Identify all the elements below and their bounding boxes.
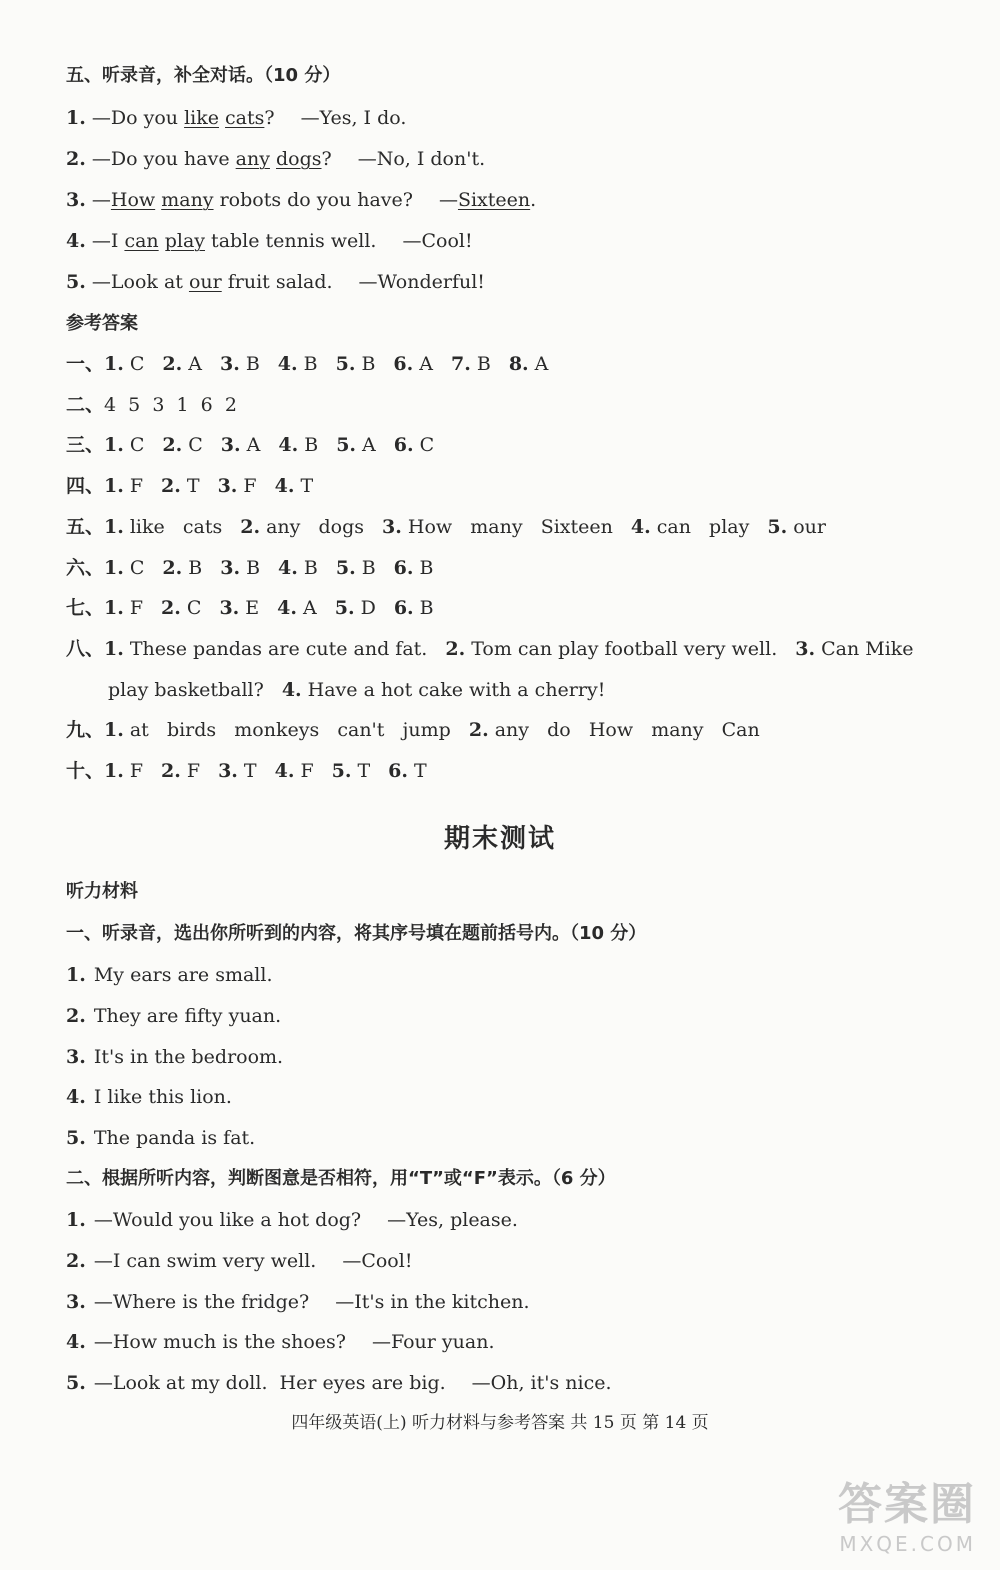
answer-value: Can Mike xyxy=(821,638,914,660)
answer-number: 2. xyxy=(161,475,181,497)
item-text: It's in the bedroom. xyxy=(93,1046,284,1068)
dialogue-reply: —Four yuan. xyxy=(371,1331,495,1353)
answer-row xyxy=(66,474,331,498)
answer-value: T xyxy=(300,475,314,497)
answer-value: T xyxy=(186,475,200,497)
answer-value: T xyxy=(414,760,427,782)
answer-number: 7. xyxy=(451,353,471,375)
item-number: 4. xyxy=(66,1086,86,1108)
answer-value: A xyxy=(303,597,317,619)
item-number: 5. xyxy=(66,1372,86,1394)
answer-number: 3. xyxy=(382,516,402,538)
section-heading: 五、听录音，补全对话。（10 分） xyxy=(66,65,341,86)
answer-value: B xyxy=(361,353,376,375)
answer-number: 6. xyxy=(393,557,414,579)
answer-row xyxy=(66,393,237,417)
answer-number: 4. xyxy=(277,353,298,375)
answer-number: 1. xyxy=(104,353,124,375)
dialogue-line xyxy=(66,1371,612,1395)
listening-item xyxy=(66,1126,255,1150)
dialogue-question: —How much is the shoes? xyxy=(93,1331,346,1353)
answer-value: B xyxy=(303,353,318,375)
answer-number: 3. xyxy=(795,638,816,660)
answer-row-label: 一、 xyxy=(66,353,105,375)
answer-value: B xyxy=(419,557,434,579)
answer-value: F xyxy=(186,760,201,782)
answer-value: D xyxy=(360,597,376,619)
listening-item xyxy=(66,963,273,987)
answer-value: A xyxy=(419,353,433,375)
answer-value: Have a hot cake with a cherry! xyxy=(307,679,606,701)
answer-row xyxy=(66,759,445,783)
answer-value: C xyxy=(188,434,203,456)
answer-number: 3. xyxy=(220,557,241,579)
answer-value: B xyxy=(361,557,376,579)
answer-row xyxy=(66,433,452,457)
answer-value: B xyxy=(419,597,434,619)
answer-value: F xyxy=(243,475,257,497)
answer-value: C xyxy=(129,557,145,579)
dialogue-reply: —Oh, it's nice. xyxy=(471,1372,612,1394)
answers-heading: 参考答案 xyxy=(66,313,138,334)
answer-row-label: 四、 xyxy=(66,475,105,497)
answer-row-label: 十、 xyxy=(66,760,105,782)
answer-number: 5. xyxy=(336,434,357,456)
answer-value: B xyxy=(303,557,318,579)
answer-value: A xyxy=(246,434,261,456)
answer-row xyxy=(66,596,452,620)
dialogue-line xyxy=(66,1330,495,1354)
answer-value: B xyxy=(304,434,319,456)
listening-item xyxy=(66,1004,281,1028)
answer-number: 2. xyxy=(161,597,181,619)
answer-value: A xyxy=(188,353,202,375)
dialogue-question: —Would you like a hot dog? xyxy=(93,1209,362,1231)
answer-number: 2. xyxy=(161,760,181,782)
answer-number: 6. xyxy=(393,434,414,456)
answer-number: 6. xyxy=(393,597,414,619)
answer-number: 2. xyxy=(468,719,489,741)
answer-number: 5. xyxy=(335,353,356,375)
watermark-url: MXQE.COM xyxy=(839,1532,976,1556)
listening-heading: 听力材料 xyxy=(66,881,138,902)
answer-number: 2. xyxy=(445,638,466,660)
answer-number: 8. xyxy=(508,353,529,375)
listening-item xyxy=(66,1045,283,1069)
answer-number: 1. xyxy=(104,719,124,741)
answer-value: any do How many Can xyxy=(494,719,760,741)
answer-row xyxy=(66,718,778,742)
listening-item xyxy=(66,1085,232,1109)
answer-value: F xyxy=(129,760,144,782)
answer-number: 1. xyxy=(104,760,124,782)
part2-heading: 二、根据所听内容，判断图意是否相符，用“T”或“F”表示。（6 分） xyxy=(66,1168,616,1189)
answer-number: 1. xyxy=(104,597,124,619)
answer-value: A xyxy=(534,353,549,375)
dialogue-line: 3. —How many robots do you have? —Sixteen. xyxy=(66,189,537,211)
dialogue-question: —I can swim very well. xyxy=(93,1250,317,1272)
page-title: 期末测试 xyxy=(443,824,556,854)
dialogue-line: 1. —Do you like cats? —Yes, I do. xyxy=(66,107,407,129)
answer-number: 5. xyxy=(334,597,355,619)
item-number: 3. xyxy=(66,1046,86,1068)
answer-number: 3. xyxy=(219,597,240,619)
answer-value: B xyxy=(476,353,491,375)
answer-row xyxy=(66,556,451,580)
answer-number: 2. xyxy=(162,353,183,375)
answer-value: Tom can play football very well. xyxy=(471,638,778,660)
item-number: 5. xyxy=(66,1127,86,1149)
answer-row xyxy=(108,678,623,702)
answer-number: 1. xyxy=(104,434,124,456)
answer-number: 3. xyxy=(218,760,238,782)
dialogue-reply: —Yes, please. xyxy=(387,1209,518,1231)
page-footer: 四年级英语(上) 听力材料与参考答案 共 15 页 第 14 页 xyxy=(291,1413,709,1433)
answer-number: 4. xyxy=(278,434,299,456)
answer-value: F xyxy=(129,597,144,619)
answer-value: B xyxy=(246,557,261,579)
answer-row-label: 八、 xyxy=(66,638,105,660)
answer-number: 2. xyxy=(162,557,183,579)
answer-value: C xyxy=(129,353,145,375)
answer-number: 4. xyxy=(281,679,302,701)
answer-row-label: 二、 xyxy=(66,394,105,416)
answer-row xyxy=(66,637,932,661)
answer-number: 5. xyxy=(335,557,356,579)
answer-value: can play xyxy=(656,516,750,538)
answer-value: C xyxy=(129,434,145,456)
part1-heading: 一、听录音，选出你所听到的内容，将其序号填在题前括号内。（10 分） xyxy=(66,923,647,944)
answer-number: 6. xyxy=(388,760,409,782)
answer-value: E xyxy=(245,597,260,619)
dialogue-question: —Look at my doll. Her eyes are big. xyxy=(93,1372,446,1394)
dialogue-line: 5. —Look at our fruit salad. —Wonderful! xyxy=(66,271,485,293)
answer-number: 4. xyxy=(277,597,297,619)
dialogue-question: —Where is the fridge? xyxy=(93,1291,310,1313)
answer-row xyxy=(66,352,566,376)
answer-number: 4. xyxy=(630,516,651,538)
dialogue-line xyxy=(66,1208,518,1232)
answer-number: 2. xyxy=(162,434,183,456)
answer-value: F xyxy=(129,475,144,497)
dialogue-line xyxy=(66,1290,530,1314)
answer-row-label: 九、 xyxy=(66,719,105,741)
answer-number: 1. xyxy=(104,638,124,660)
answer-number: 3. xyxy=(217,475,238,497)
dialogue-reply: —Cool! xyxy=(342,1250,413,1272)
answer-value: B xyxy=(188,557,203,579)
answer-value: How many Sixteen xyxy=(407,516,613,538)
item-number: 4. xyxy=(66,1331,86,1353)
item-text: I like this lion. xyxy=(93,1086,232,1108)
answer-value: B xyxy=(245,353,260,375)
dialogue-line: 2. —Do you have any dogs? —No, I don't. xyxy=(66,148,486,170)
answer-number: 1. xyxy=(104,557,124,579)
dialogue-line xyxy=(66,1249,412,1273)
item-text: My ears are small. xyxy=(93,964,273,986)
answer-number: 4. xyxy=(274,475,295,497)
answer-row-label: 五、 xyxy=(66,516,105,538)
answer-value: F xyxy=(300,760,314,782)
item-number: 3. xyxy=(66,1291,86,1313)
answer-number: 2. xyxy=(240,516,261,538)
answer-value: C xyxy=(419,434,435,456)
answer-number: 4. xyxy=(274,760,295,782)
answer-row-label: 七、 xyxy=(66,597,105,619)
dialogue-line: 4. —I can play table tennis well. —Cool! xyxy=(66,230,473,252)
answer-number: 1. xyxy=(104,475,124,497)
answer-number: 6. xyxy=(393,353,414,375)
answer-value: C xyxy=(186,597,202,619)
item-number: 1. xyxy=(66,1209,86,1231)
item-number: 1. xyxy=(66,964,86,986)
answer-value: like cats xyxy=(129,516,223,538)
item-number: 2. xyxy=(66,1005,86,1027)
answer-value: T xyxy=(243,760,257,782)
answer-number: 3. xyxy=(219,353,240,375)
answer-row-label: 六、 xyxy=(66,557,105,579)
dialogue-reply: —It's in the kitchen. xyxy=(335,1291,530,1313)
answer-number: 3. xyxy=(220,434,241,456)
answer-value: our xyxy=(793,516,826,538)
answer-text: 4 5 3 1 6 2 xyxy=(104,394,237,416)
answer-row xyxy=(66,515,844,539)
item-text: They are fifty yuan. xyxy=(93,1005,282,1027)
item-number: 2. xyxy=(66,1250,86,1272)
answer-text: play basketball? xyxy=(108,679,264,701)
answer-value: T xyxy=(357,760,371,782)
answer-number: 5. xyxy=(331,760,352,782)
answer-value: These pandas are cute and fat. xyxy=(129,638,428,660)
answer-number: 4. xyxy=(278,557,298,579)
answer-number: 5. xyxy=(767,516,788,538)
answer-value: any dogs xyxy=(266,516,365,538)
answer-value: at birds monkeys can't jump xyxy=(129,719,451,741)
answer-number: 1. xyxy=(104,516,124,538)
watermark-logo xyxy=(838,1468,976,1556)
watermark-text: 答案圈 xyxy=(838,1479,976,1530)
answer-value: A xyxy=(362,434,376,456)
item-text: The panda is fat. xyxy=(93,1127,256,1149)
answer-row-label: 三、 xyxy=(66,434,105,456)
